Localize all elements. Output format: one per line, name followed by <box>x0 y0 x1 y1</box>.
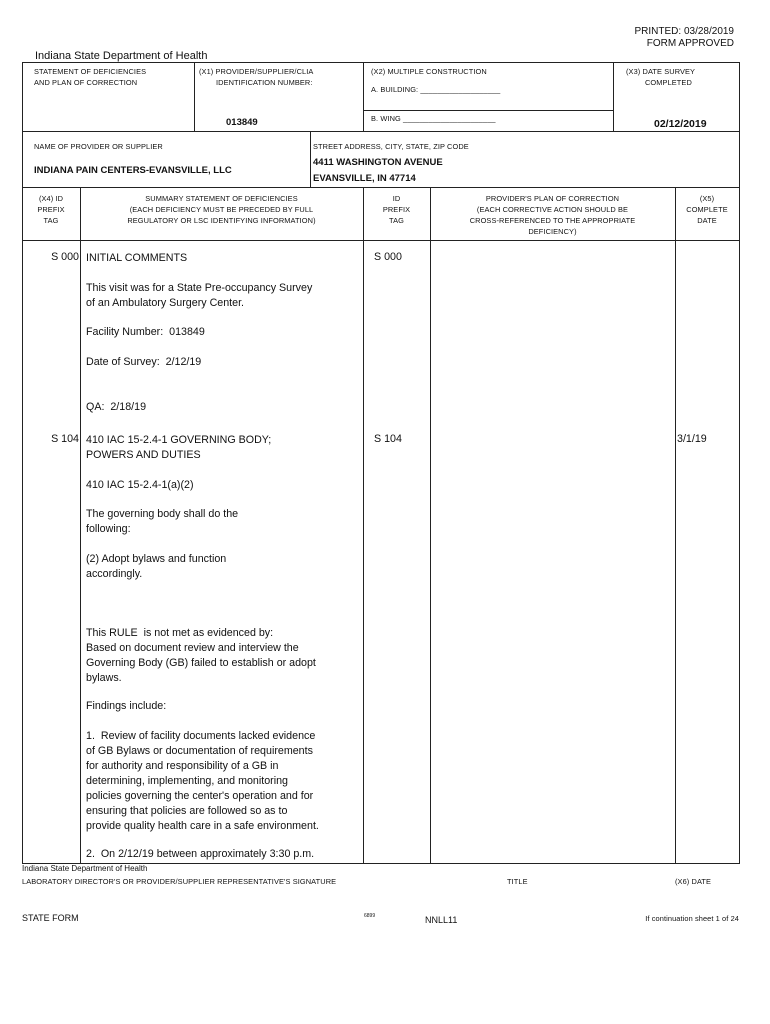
footer-agency: Indiana State Department of Health <box>22 864 148 873</box>
statement-label-2: AND PLAN OF CORRECTION <box>34 78 138 87</box>
printed-date: PRINTED: 03/28/2019 <box>634 26 734 37</box>
id-s104: S 104 <box>374 433 402 445</box>
s000-paragraph-3: Date of Survey: 2/12/19 <box>86 356 202 368</box>
x4-header: (X4) ID PREFIX TAG <box>37 194 65 225</box>
title-label: TITLE <box>507 877 528 886</box>
provider-name-label: NAME OF PROVIDER OR SUPPLIER <box>34 142 163 151</box>
s104-paragraph-3: (2) Adopt bylaws and function accordingly. <box>86 553 227 580</box>
tag-s104: S 104 <box>51 433 79 445</box>
building-field: A. BUILDING: ___________________ <box>371 85 501 94</box>
x2-label: (X2) MULTIPLE CONSTRUCTION <box>371 67 487 76</box>
state-form-label: STATE FORM <box>22 913 79 923</box>
id-header: ID PREFIX TAG <box>382 194 411 225</box>
x3-label-2: COMPLETED <box>645 78 692 87</box>
x1-label-2: IDENTIFICATION NUMBER: <box>216 78 313 87</box>
statement-label-1: STATEMENT OF DEFICIENCIES <box>34 67 147 76</box>
survey-completed-date: 02/12/2019 <box>654 118 707 130</box>
s000-paragraph-4: QA: 2/18/19 <box>86 401 147 413</box>
s104-paragraph-5: Findings include: <box>86 700 167 712</box>
id-s000: S 000 <box>374 251 402 263</box>
s104-title: 410 IAC 15-2.4-1 GOVERNING BODY; POWERS AND DUTIES <box>86 434 272 461</box>
form-approved: FORM APPROVED <box>646 38 734 49</box>
wing-field: B. WING ______________________ <box>371 114 496 123</box>
address-label: STREET ADDRESS, CITY, STATE, ZIP CODE <box>313 142 469 151</box>
s104-paragraph-6: 1. Review of facility documents lacked evidence of GB Bylaws or documentation of requirements for authority and responsibility of a GB in determining, implementing, and monitoring policies governing the center's operation and for ensuring that policies are followed so as to provide quality health care in a safe environment. <box>86 730 319 832</box>
s000-title: INITIAL COMMENTS <box>86 252 188 264</box>
x1-label-1: (X1) PROVIDER/SUPPLIER/CLIA <box>199 67 314 76</box>
s104-paragraph-4: This RULE is not met as evidenced by: Based on document review and interview the Governing Body (GB) failed to establish or adopt bylaws. <box>86 627 316 684</box>
address-line-2: EVANSVILLE, IN 47714 <box>313 173 416 184</box>
x5-header: (X5) COMPLETE DATE <box>686 194 728 225</box>
x6-date-label: (X6) DATE <box>675 877 712 886</box>
plan-header: PROVIDER'S PLAN OF CORRECTION (EACH CORRECTIVE ACTION SHOULD BE CROSS-REFERENCED TO THE APPROPRIATE DEFICIENCY) <box>469 194 636 236</box>
s104-complete-date: 3/1/19 <box>677 433 707 445</box>
x3-label-1: (X3) DATE SURVEY <box>626 67 696 76</box>
s104-paragraph-7: 2. On 2/12/19 between approximately 3:30 p.m. <box>86 848 315 860</box>
s104-paragraph-1: 410 IAC 15-2.4-1(a)(2) <box>86 479 194 491</box>
address-line-1: 4411 WASHINGTON AVENUE <box>313 157 443 168</box>
s104-paragraph-2: The governing body shall do the following: <box>86 508 239 535</box>
event-id: NNLL11 <box>425 915 458 925</box>
summary-header: SUMMARY STATEMENT OF DEFICIENCIES (EACH DEFICIENCY MUST BE PRECEDED BY FULL REGULATORY OR LSC IDENTIFYING INFORMATION) <box>127 194 316 225</box>
s000-paragraph-1: This visit was for a State Pre-occupancy Survey of an Ambulatory Surgery Center. <box>86 282 313 309</box>
s000-paragraph-2: Facility Number: 013849 <box>86 326 205 338</box>
provider-name: INDIANA PAIN CENTERS-EVANSVILLE, LLC <box>34 165 232 176</box>
agency-name: Indiana State Department of Health <box>35 50 208 62</box>
signature-label: LABORATORY DIRECTOR'S OR PROVIDER/SUPPLIER REPRESENTATIVE'S SIGNATURE <box>22 877 337 886</box>
continuation-sheet: If continuation sheet 1 of 24 <box>645 914 739 923</box>
provider-id-number: 013849 <box>226 117 258 128</box>
tag-s000: S 000 <box>51 251 79 263</box>
form-number: 6899 <box>364 913 376 919</box>
